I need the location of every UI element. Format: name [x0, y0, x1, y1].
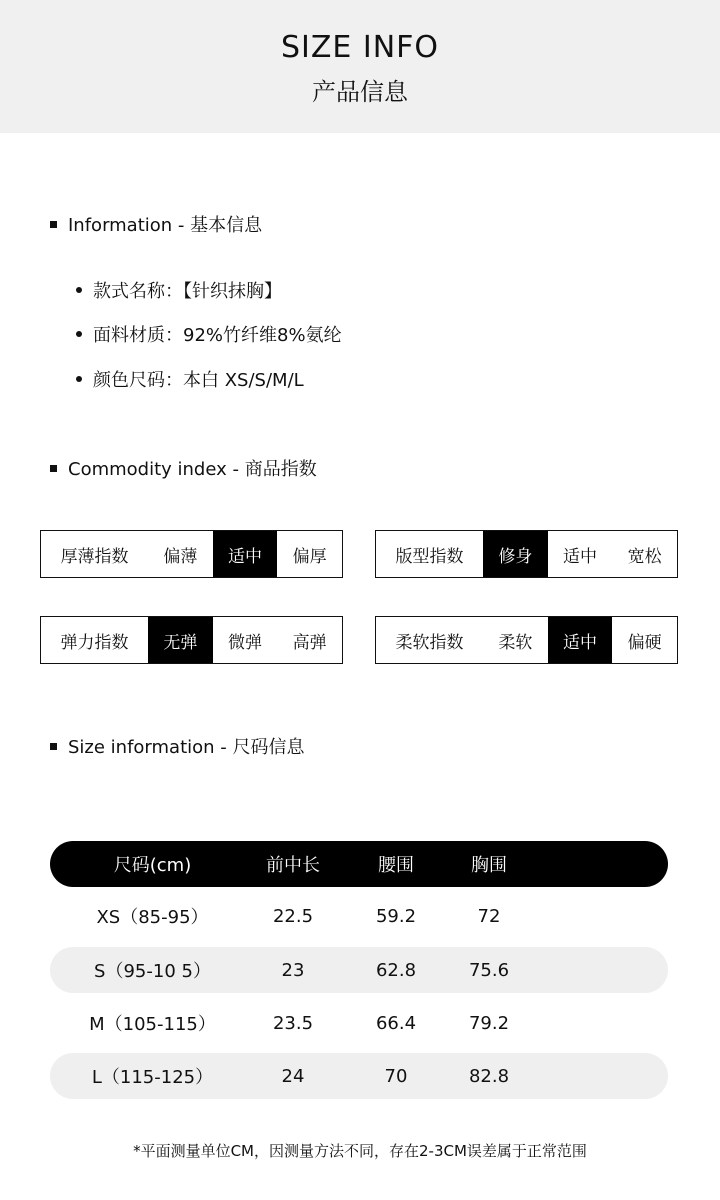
info-item-fabric — [76, 321, 342, 347]
section-size-info — [50, 733, 305, 759]
index-option: 偏硬 — [627, 632, 662, 653]
index-label: 厚薄指数 — [60, 546, 129, 567]
cell-bust: 79.2 — [468, 1012, 510, 1034]
info-item-color-size — [76, 366, 304, 392]
cell-bust: 75.6 — [468, 959, 510, 981]
section-commodity-index — [50, 455, 317, 481]
index-softness — [375, 616, 678, 664]
info-item-text: 面料材质：92%竹纤维8%氨纶 — [93, 325, 342, 346]
cell-size: S（95-10 5） — [94, 961, 211, 982]
cell-bust: 72 — [477, 905, 501, 927]
cell-front-length: 23.5 — [272, 1012, 314, 1034]
index-thickness — [40, 530, 343, 578]
table-row — [50, 1000, 668, 1046]
index-option: 适中 — [548, 617, 613, 663]
index-label: 弹力指数 — [60, 632, 129, 653]
square-bullet-icon — [50, 465, 57, 472]
cell-size: XS（85-95） — [96, 907, 209, 928]
index-option: 宽松 — [627, 546, 662, 567]
square-bullet-icon — [50, 743, 57, 750]
dot-bullet-icon — [76, 287, 82, 293]
footnote: *平面测量单位CM，因测量方法不同，存在2-3CM误差属于正常范围 — [133, 1142, 587, 1160]
index-option: 适中 — [563, 546, 597, 567]
info-item-style-name — [76, 277, 282, 303]
index-option: 柔软 — [498, 632, 533, 653]
header-title-cn: 产品信息 — [312, 78, 408, 106]
size-table-header — [50, 841, 668, 887]
cell-size: M（105-115） — [89, 1014, 216, 1035]
cell-waist: 66.4 — [375, 1012, 417, 1034]
column-header-waist: 腰围 — [378, 855, 414, 876]
index-option: 修身 — [483, 531, 548, 577]
square-bullet-icon — [50, 221, 57, 228]
column-header-size: 尺码(cm) — [113, 855, 192, 876]
cell-front-length: 22.5 — [272, 905, 314, 927]
section-commodity-index-title: Commodity index - 商品指数 — [68, 459, 317, 480]
info-item-text: 颜色尺码：本白 XS/S/M/L — [93, 370, 304, 391]
index-option: 高弹 — [292, 632, 327, 653]
header-banner — [0, 0, 720, 133]
cell-waist: 70 — [384, 1065, 408, 1087]
index-label: 版型指数 — [395, 546, 464, 567]
section-basic-info-title: Information - 基本信息 — [68, 215, 263, 236]
index-label: 柔软指数 — [395, 632, 464, 653]
index-option: 偏薄 — [163, 546, 198, 567]
dot-bullet-icon — [76, 376, 82, 382]
index-fit — [375, 530, 678, 578]
index-option: 适中 — [213, 531, 278, 577]
dot-bullet-icon — [76, 331, 82, 337]
table-row — [50, 1053, 668, 1099]
table-row — [50, 893, 668, 939]
cell-bust: 82.8 — [468, 1065, 510, 1087]
section-size-info-title: Size information - 尺码信息 — [68, 737, 305, 758]
table-row — [50, 947, 668, 993]
info-item-text: 款式名称：【针织抹胸】 — [93, 281, 282, 302]
header-title-en: SIZE INFO — [280, 30, 440, 65]
column-header-front-length: 前中长 — [266, 855, 320, 876]
cell-front-length: 23 — [281, 959, 305, 981]
index-option: 偏厚 — [292, 546, 327, 567]
section-basic-info — [50, 211, 262, 237]
index-option: 无弹 — [148, 617, 213, 663]
index-option: 微弹 — [228, 632, 262, 653]
cell-waist: 62.8 — [375, 959, 417, 981]
column-header-bust: 胸围 — [471, 855, 507, 876]
cell-size: L（115-125） — [91, 1067, 214, 1088]
index-elasticity — [40, 616, 343, 664]
cell-waist: 59.2 — [375, 905, 417, 927]
cell-front-length: 24 — [281, 1065, 305, 1087]
